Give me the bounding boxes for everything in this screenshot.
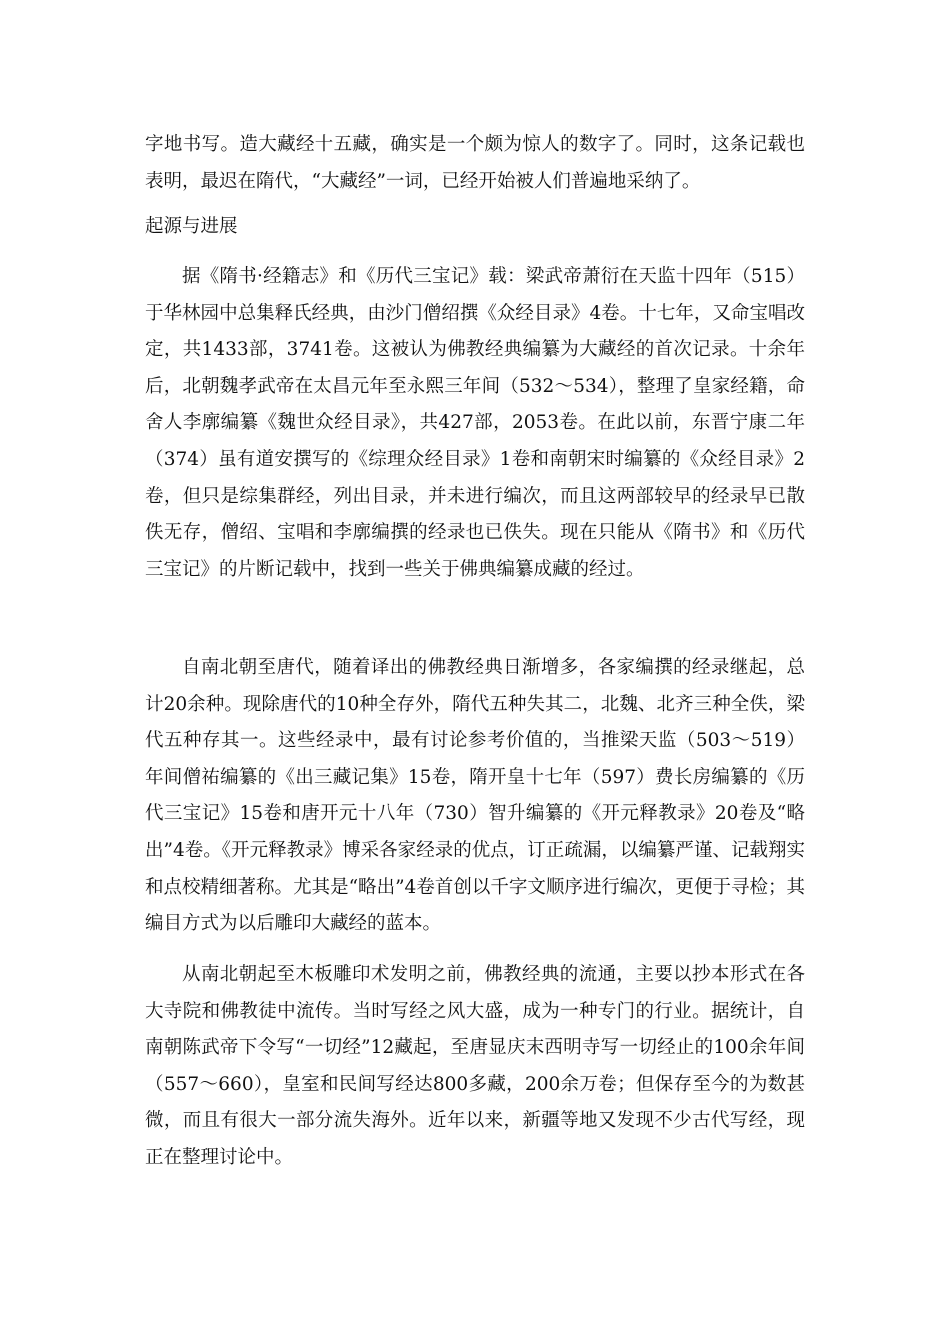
body-paragraph: 据《隋书·经籍志》和《历代三宝记》载：梁武帝萧衍在天监十四年（515）于华林园中总集释氏经典，由沙门僧绍撰《众经目录》4卷。十七年，又命宝唱改定，共1433部，3741卷。这被认为佛教经典编纂为大藏经的首次记录。十余年后，北朝魏孝武帝在太昌元年至永熙三年间（532～534），整理了皇家经籍，命舍人李廓编纂《魏世众经目录》，共427部，2053卷。在此以前，东晋宁康二年（374）虽有道安撰写的《综理众经目录》1卷和南朝宋时编纂的《众经目录》2卷，但只是综集群经，列出目录，并未进行编次，而且这两部较早的经录早已散佚无存，僧绍、宝唱和李廓编撰的经录也已佚失。现在只能从《隋书》和《历代三宝记》的片断记载中，找到一些关于佛典编纂成藏的经过。 (145, 266, 805, 580)
intro-paragraph: 字地书写。造大藏经十五藏，确实是一个颇为惊人的数字了。同时，这条记载也表明，最迟在隋代，“大藏经”一词，已经开始被人们普遍地采纳了。 (145, 134, 805, 192)
section-heading: 起源与进展 (145, 216, 238, 237)
body-paragraph: 从南北朝起至木板雕印术发明之前，佛教经典的流通，主要以抄本形式在各大寺院和佛教徒中流传。当时写经之风大盛，成为一种专门的行业。据统计，自南朝陈武帝下令写“一切经”12藏起，至唐显庆末西明寺写一切经止的100余年间（557～660），皇室和民间写经达800多藏，200余万卷；但保存至今的为数甚微，而且有很大一部分流失海外。近年以来，新疆等地又发现不少古代写经，现正在整理讨论中。 (145, 964, 805, 1168)
body-paragraph: 自南北朝至唐代，随着译出的佛教经典日渐增多，各家编撰的经录继起，总计20余种。现除唐代的10种全存外，隋代五种失其二，北魏、北齐三种全佚，梁代五种存其一。这些经录中，最有讨论参考价值的，当推梁天监（503～519）年间僧祐编纂的《出三藏记集》15卷，隋开皇十七年（597）费长房编纂的《历代三宝记》15卷和唐开元十八年（730）智升编纂的《开元释教录》20卷及“略出”4卷。《开元释教录》博采各家经录的优点，订正疏漏，以编纂严谨、记载翔实和点校精细著称。尤其是“略出”4卷首创以千字文顺序进行编次，更便于寻检；其编目方式为以后雕印大藏经的蓝本。 (145, 657, 805, 935)
